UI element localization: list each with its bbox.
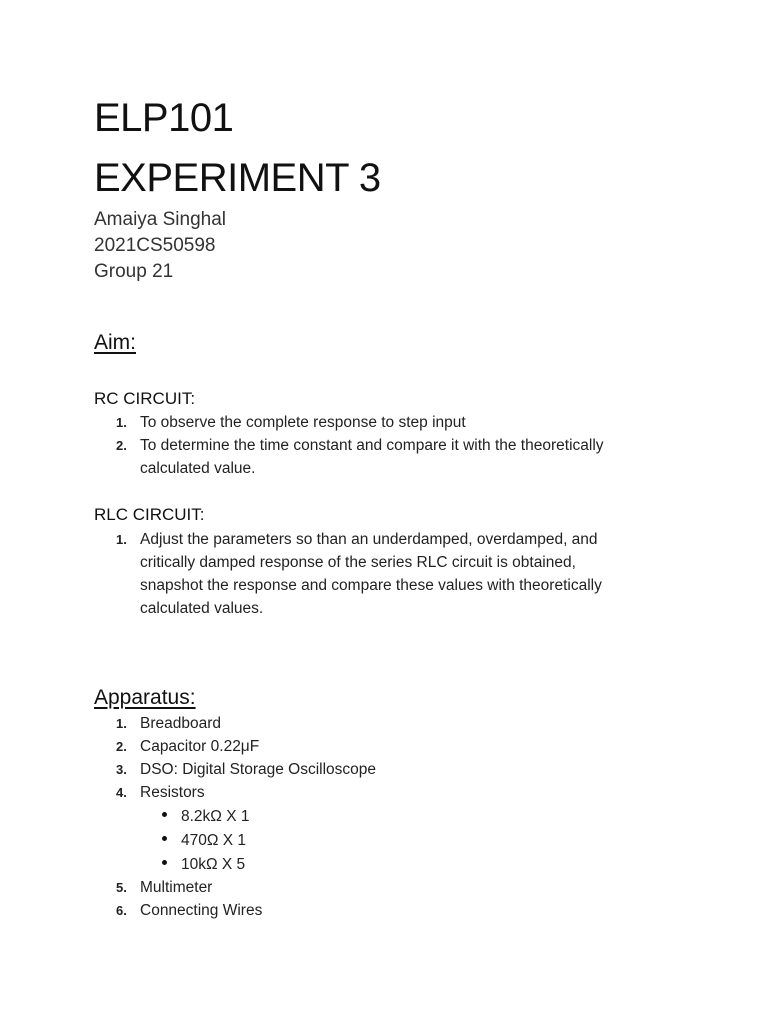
list-text: Connecting Wires: [140, 902, 263, 919]
list-number: 3.: [116, 762, 127, 777]
list-number: 6.: [116, 903, 127, 918]
list-item: [116, 528, 696, 620]
list-item: [116, 434, 696, 480]
bullet-icon: [162, 812, 167, 817]
bullet-icon: [162, 836, 167, 841]
resistor-item: [162, 829, 246, 852]
list-text: Multimeter: [140, 879, 213, 896]
resistor-item: [162, 853, 245, 876]
list-text: Resistors: [140, 784, 205, 801]
list-text: DSO: Digital Storage Oscilloscope: [140, 761, 377, 778]
author-name: Amaiya Singhal: [94, 209, 227, 230]
list-item: [116, 758, 696, 781]
course-code-title: ELP101: [94, 96, 234, 140]
aim-heading: Aim:: [94, 331, 136, 354]
list-text: Capacitor 0.22μF: [140, 738, 260, 755]
rlc-circuit-heading: RLC CIRCUIT:: [94, 505, 205, 524]
resistor-item: [162, 805, 249, 828]
list-item: [116, 781, 696, 804]
rc-circuit-heading: RC CIRCUIT:: [94, 389, 196, 408]
list-text: Adjust the parameters so than an underdamped, overdamped, and critically damped response of the series RLC circuit is obtained, snapshot the response and compare these values with theoretically calculated values.: [140, 531, 602, 617]
list-number: 2.: [116, 438, 127, 453]
entry-number: 2021CS50598: [94, 235, 216, 256]
list-item: [116, 899, 696, 922]
resistor-text: 470Ω X 1: [181, 832, 247, 849]
bullet-icon: [162, 860, 167, 865]
list-number: 1.: [116, 716, 127, 731]
list-item: [116, 876, 696, 899]
list-text: To determine the time constant and compare it with the theoretically calculated value.: [140, 437, 604, 477]
list-number: 1.: [116, 415, 127, 430]
resistor-text: 8.2kΩ X 1: [181, 808, 250, 825]
list-item: [116, 712, 696, 735]
resistor-text: 10kΩ X 5: [181, 856, 246, 873]
apparatus-heading: Apparatus:: [94, 686, 196, 709]
experiment-title: EXPERIMENT 3: [94, 156, 381, 200]
list-number: 4.: [116, 785, 127, 800]
list-item: [116, 735, 696, 758]
list-number: 2.: [116, 739, 127, 754]
list-text: Breadboard: [140, 715, 222, 732]
list-text: To observe the complete response to step input: [140, 414, 466, 431]
list-number: 5.: [116, 880, 127, 895]
list-number: 1.: [116, 532, 127, 547]
group-number: Group 21: [94, 261, 174, 282]
list-item: [116, 411, 696, 434]
